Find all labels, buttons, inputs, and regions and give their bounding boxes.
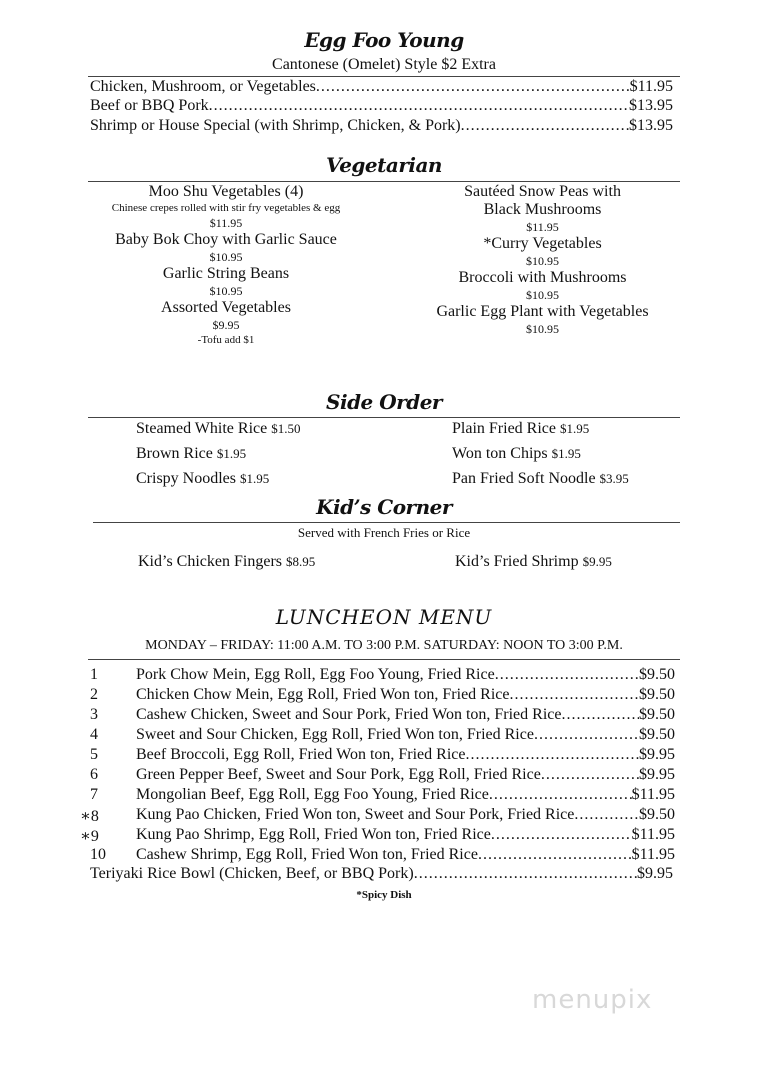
item-name: Cashew Chicken, Sweet and Sour Pork, Fried Won ton, Fried Rice xyxy=(136,706,562,723)
luncheon-item-number: 4 xyxy=(90,726,98,743)
item-name: Broccoli with Mushrooms xyxy=(458,269,627,286)
item-name: Kid’s Chicken Fingers xyxy=(138,553,282,570)
menu-item xyxy=(90,865,673,883)
item-price: $9.50 xyxy=(639,666,675,683)
side-item xyxy=(136,420,300,438)
kids-item xyxy=(455,553,612,571)
egg-foo-young-subtitle: Cantonese (Omelet) Style $2 Extra xyxy=(272,56,496,73)
side-item xyxy=(452,470,629,488)
item-price: $10.95 xyxy=(209,284,243,298)
item-name: Plain Fried Rice xyxy=(452,420,556,437)
luncheon-item xyxy=(136,746,675,764)
luncheon-item xyxy=(136,666,675,684)
item-price: $9.95 xyxy=(212,318,240,332)
item-name: Chicken, Mushroom, or Vegetables xyxy=(90,78,316,95)
item-price: $11.95 xyxy=(631,826,675,843)
item-price: $9.50 xyxy=(639,806,675,823)
section-divider xyxy=(88,76,680,77)
spicy-note: *Spicy Dish xyxy=(356,889,412,901)
item-name: Beef or BBQ Pork xyxy=(90,97,209,114)
item-price: $9.50 xyxy=(639,686,675,703)
luncheon-item xyxy=(136,726,675,744)
luncheon-item-number: ∗9 xyxy=(80,828,99,845)
vegetarian-title: Vegetarian xyxy=(326,153,442,177)
item-price: $11.95 xyxy=(629,78,673,95)
luncheon-item-number: ∗8 xyxy=(80,808,99,825)
item-name: Black Mushrooms xyxy=(483,201,602,218)
item-name: Baby Bok Choy with Garlic Sauce xyxy=(115,231,337,248)
item-price: $1.95 xyxy=(216,446,247,461)
item-name: Crispy Noodles xyxy=(136,470,236,487)
watermark-logo: menupix xyxy=(532,985,653,1015)
luncheon-item xyxy=(136,806,675,824)
luncheon-item-number: 5 xyxy=(90,746,98,763)
item-price: $8.95 xyxy=(286,554,316,569)
item-price: $9.95 xyxy=(639,766,675,783)
luncheon-item-number: 6 xyxy=(90,766,98,783)
luncheon-item-number: 1 xyxy=(90,666,98,683)
item-name: Teriyaki Rice Bowl (Chicken, Beef, or BBQ Pork) xyxy=(90,865,414,882)
item-name: Green Pepper Beef, Sweet and Sour Pork, Egg Roll, Fried Rice xyxy=(136,766,541,783)
side-item xyxy=(452,445,581,463)
item-name: Won ton Chips xyxy=(452,445,548,462)
item-price: $9.95 xyxy=(639,746,675,763)
side-item xyxy=(452,420,589,438)
luncheon-item-number: 2 xyxy=(90,686,98,703)
section-divider xyxy=(93,522,680,523)
item-name: *Curry Vegetables xyxy=(483,235,602,252)
item-price: $1.95 xyxy=(240,471,270,486)
luncheon-item xyxy=(136,706,675,724)
kids-item xyxy=(138,553,315,571)
item-name: Assorted Vegetables xyxy=(161,299,291,316)
luncheon-item xyxy=(136,786,675,804)
item-name: Shrimp or House Special (with Shrimp, Chicken, & Pork) xyxy=(90,117,461,134)
side-item xyxy=(136,445,246,463)
item-description: Chinese crepes rolled with stir fry vegetables & egg xyxy=(111,202,341,214)
section-divider xyxy=(88,659,680,660)
menu-item xyxy=(90,117,673,135)
luncheon-item xyxy=(136,846,675,864)
item-price: $11.95 xyxy=(526,220,559,234)
luncheon-hours: MONDAY – FRIDAY: 11:00 A.M. TO 3:00 P.M. SATURDAY: NOON TO 3:00 P.M. xyxy=(145,638,623,653)
item-price: $13.95 xyxy=(629,117,673,134)
item-name: Garlic Egg Plant with Vegetables xyxy=(436,303,649,320)
item-price: $10.95 xyxy=(526,254,559,268)
menu-item xyxy=(90,78,673,96)
section-divider xyxy=(88,181,680,182)
item-name: Sautéed Snow Peas with xyxy=(464,183,621,200)
luncheon-item-number: 10 xyxy=(90,846,106,863)
luncheon-item-number: 3 xyxy=(90,706,98,723)
item-name: Kid’s Fried Shrimp xyxy=(455,553,579,570)
item-name: Pork Chow Mein, Egg Roll, Egg Foo Young, Fried Rice xyxy=(136,666,495,683)
side-order-title: Side Order xyxy=(326,390,442,414)
menu-item xyxy=(90,97,673,115)
item-name: Moo Shu Vegetables (4) xyxy=(148,183,304,200)
item-note: -Tofu add $1 xyxy=(197,334,255,346)
item-price: $11.95 xyxy=(631,786,675,803)
egg-foo-young-title: Egg Foo Young xyxy=(304,28,464,52)
item-name: Brown Rice xyxy=(136,445,213,462)
item-name: Beef Broccoli, Egg Roll, Fried Won ton, Fried Rice xyxy=(136,746,466,763)
item-name: Kung Pao Shrimp, Egg Roll, Fried Won ton, Fried Rice xyxy=(136,826,491,843)
kids-corner-subtitle: Served with French Fries or Rice xyxy=(297,525,471,540)
item-price: $1.95 xyxy=(559,421,590,436)
item-price: $10.95 xyxy=(526,322,559,336)
item-price: $3.95 xyxy=(599,471,629,486)
item-name: Pan Fried Soft Noodle xyxy=(452,470,596,487)
item-name: Sweet and Sour Chicken, Egg Roll, Fried Won ton, Fried Rice xyxy=(136,726,534,743)
item-price: $9.95 xyxy=(637,865,673,882)
luncheon-item xyxy=(136,826,675,844)
luncheon-title: LUNCHEON MENU xyxy=(275,605,493,629)
item-price: $1.95 xyxy=(551,446,581,461)
item-price: $9.95 xyxy=(582,554,612,569)
item-name: Steamed White Rice xyxy=(136,420,268,437)
item-name: Mongolian Beef, Egg Roll, Egg Foo Young, Fried Rice xyxy=(136,786,489,803)
luncheon-item xyxy=(136,686,675,704)
item-price: $10.95 xyxy=(526,288,559,302)
item-name: Chicken Chow Mein, Egg Roll, Fried Won ton, Fried Rice xyxy=(136,686,510,703)
item-price: $9.50 xyxy=(639,726,675,743)
item-price: $11.95 xyxy=(631,846,675,863)
section-divider xyxy=(88,417,680,418)
item-price: $13.95 xyxy=(629,97,673,114)
kids-corner-title: Kid’s Corner xyxy=(316,495,452,519)
vegetarian-right-column xyxy=(410,183,675,337)
item-price: $10.95 xyxy=(209,250,243,264)
item-name: Kung Pao Chicken, Fried Won ton, Sweet and Sour Pork, Fried Rice xyxy=(136,806,575,823)
luncheon-item-number: 7 xyxy=(90,786,98,803)
vegetarian-left-column xyxy=(90,183,362,347)
side-item xyxy=(136,470,269,488)
luncheon-item xyxy=(136,766,675,784)
item-price: $11.95 xyxy=(209,216,243,230)
item-name: Garlic String Beans xyxy=(162,265,290,282)
item-price: $9.50 xyxy=(639,706,675,723)
item-name: Cashew Shrimp, Egg Roll, Fried Won ton, Fried Rice xyxy=(136,846,478,863)
item-price: $1.50 xyxy=(271,421,301,436)
